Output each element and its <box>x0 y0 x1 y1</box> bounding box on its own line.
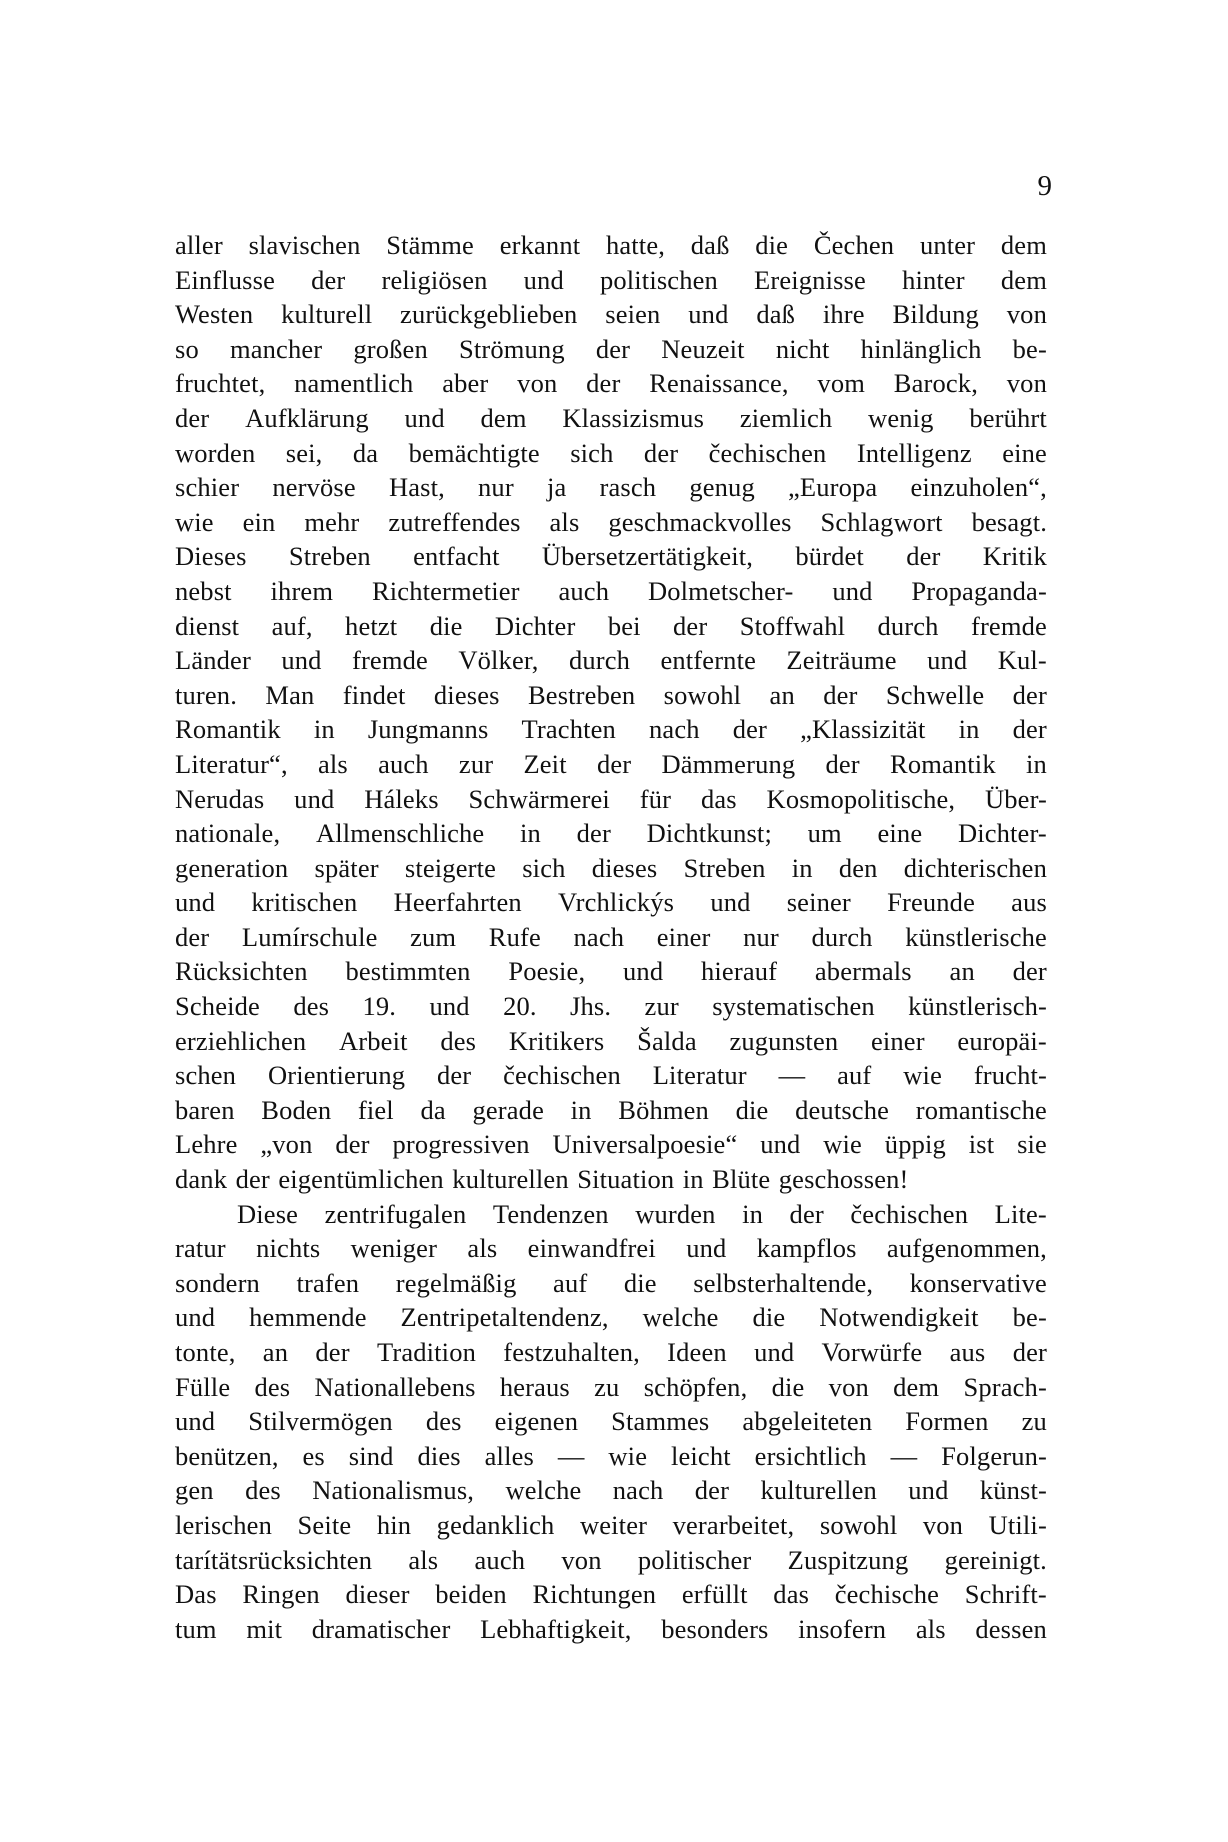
text-line: Das Ringen dieser beiden Richtungen erfüllt das čechische Schrift- <box>175 1579 1047 1610</box>
text-line: fruchtet, namentlich aber von der Renaissance, vom Barock, von <box>175 368 1047 399</box>
text-line: so mancher großen Strömung der Neuzeit nicht hinlänglich be- <box>175 333 1047 364</box>
text-line: Rücksichten bestimmten Poesie, und hierauf abermals an der <box>175 956 1047 987</box>
text-line: Romantik in Jungmanns Trachten nach der „Klassizität in der <box>175 714 1047 745</box>
page-number: 9 <box>1037 170 1052 202</box>
text-line: worden sei, da bemächtigte sich der čechischen Intelligenz eine <box>175 437 1047 468</box>
text-line: nationale, Allmenschliche in der Dichtkunst; um eine Dichter- <box>175 818 1047 849</box>
text-line: und Stilvermögen des eigenen Stammes abgeleiteten Formen zu <box>175 1406 1047 1437</box>
text-line: Länder und fremde Völker, durch entfernte Zeiträume und Kul- <box>175 645 1047 676</box>
text-line: generation später steigerte sich dieses Streben in den dichterischen <box>175 852 1047 883</box>
text-line: tonte, an der Tradition festzuhalten, Ideen und Vorwürfe aus der <box>175 1337 1047 1367</box>
text-line: tarítätsrücksichten als auch von politischer Zuspitzung gereinigt. <box>175 1544 1047 1575</box>
text-line: tum mit dramatischer Lebhaftigkeit, besonders insofern als dessen <box>175 1613 1047 1644</box>
text-line: der Lumírschule zum Rufe nach einer nur durch künstlerische <box>175 921 1047 952</box>
text-line: Nerudas und Háleks Schwärmerei für das Kosmopolitische, Über- <box>175 783 1047 814</box>
text-line: erziehlichen Arbeit des Kritikers Šalda zugunsten einer europäi- <box>175 1025 1047 1056</box>
text-line: schen Orientierung der čechischen Literatur — auf wie frucht- <box>175 1060 1047 1091</box>
body-text <box>175 228 1047 1646</box>
text-line: baren Boden fiel da gerade in Böhmen die deutsche romantische <box>175 1094 1047 1125</box>
text-line: und hemmende Zentripetaltendenz, welche die Notwendigkeit be- <box>175 1302 1047 1333</box>
text-line: Westen kulturell zurückgeblieben seien und daß ihre Bildung von <box>175 299 1047 330</box>
text-line: benützen, es sind dies alles — wie leicht ersichtlich — Folgerun- <box>175 1440 1047 1471</box>
text-line: aller slavischen Stämme erkannt hatte, daß die Čechen unter dem <box>175 230 1047 260</box>
text-line: schier nervöse Hast, nur ja rasch genug „Europa einzuholen“, <box>175 472 1047 503</box>
text-line: dank der eigentümlichen kulturellen Situation in Blüte geschossen! <box>175 1164 909 1195</box>
text-line: Lehre „von der progressiven Universalpoesie“ und wie üppig ist sie <box>175 1129 1047 1160</box>
text-line: und kritischen Heerfahrten Vrchlickýs und seiner Freunde aus <box>175 887 1047 918</box>
text-line: ratur nichts weniger als einwandfrei und kampflos aufgenommen, <box>175 1233 1047 1264</box>
text-line: Fülle des Nationallebens heraus zu schöpfen, die von dem Sprach- <box>175 1371 1047 1402</box>
text-line: dienst auf, hetzt die Dichter bei der Stoffwahl durch fremde <box>175 610 1047 641</box>
text-line: nebst ihrem Richtermetier auch Dolmetscher- und Propaganda- <box>175 575 1047 606</box>
text-line: Einflusse der religiösen und politischen Ereignisse hinter dem <box>175 264 1047 295</box>
text-line: turen. Man findet dieses Bestreben sowohl an der Schwelle der <box>175 679 1047 710</box>
text-line: gen des Nationalismus, welche nach der kulturellen und künst- <box>175 1475 1047 1506</box>
text-line: Diese zentrifugalen Tendenzen wurden in der čechischen Lite- <box>237 1198 1047 1229</box>
text-line: sondern trafen regelmäßig auf die selbsterhaltende, konservative <box>175 1267 1047 1298</box>
text-line: Scheide des 19. und 20. Jhs. zur systematischen künstlerisch- <box>175 991 1047 1022</box>
text-line: lerischen Seite hin gedanklich weiter verarbeitet, sowohl von Utili- <box>175 1509 1047 1540</box>
text-line: Dieses Streben entfacht Übersetzertätigkeit, bürdet der Kritik <box>175 541 1047 572</box>
text-line: der Aufklärung und dem Klassizismus ziemlich wenig berührt <box>175 402 1047 433</box>
text-line: Literatur“, als auch zur Zeit der Dämmerung der Romantik in <box>175 748 1047 779</box>
text-line: wie ein mehr zutreffendes als geschmackvolles Schlagwort besagt. <box>175 506 1047 537</box>
